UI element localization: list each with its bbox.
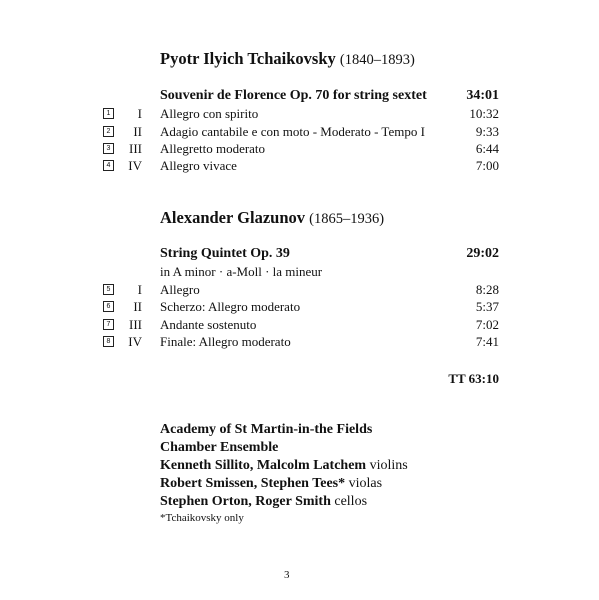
performer-line: [160, 493, 408, 511]
performer-role: cellos: [334, 494, 368, 509]
movement-duration: 7:02: [475, 317, 499, 332]
track-row: [0, 316, 599, 334]
movement-title: Finale: Allegro moderato: [160, 334, 291, 349]
track-number-box: 8: [103, 336, 114, 347]
work-key: in A minor · a-Moll · la mineur: [160, 264, 323, 279]
movement-number: I: [137, 282, 142, 297]
track-row: [0, 140, 599, 158]
track-number-box: 6: [103, 301, 114, 312]
composer-years: (1840–1893): [339, 52, 415, 68]
movement-number: I: [137, 106, 142, 121]
track-number-box: 1: [103, 108, 114, 119]
ensemble-name: Academy of St Martin-in-the Fields: [160, 422, 373, 437]
footnote: *Tchaikovsky only: [160, 512, 244, 524]
movement-title: Allegretto moderato: [160, 141, 266, 156]
work-title: String Quintet Op. 39: [160, 246, 290, 261]
track-row: [0, 123, 599, 141]
movement-number: II: [133, 124, 142, 139]
performer-names: Kenneth Sillito, Malcolm Latchem: [160, 458, 367, 473]
track-row: [0, 281, 599, 299]
track-row: [0, 333, 599, 351]
composer-heading: [160, 49, 415, 69]
track-number-box: 5: [103, 284, 114, 295]
total-time: TT 63:10: [448, 371, 499, 386]
composer-years: (1865–1936): [309, 211, 385, 227]
movement-title: Allegro vivace: [160, 158, 237, 173]
composer-name: Alexander Glazunov: [160, 208, 305, 227]
movement-number: II: [133, 299, 142, 314]
movement-duration: 10:32: [469, 106, 499, 121]
track-row: [0, 298, 599, 316]
performer-line: [160, 457, 408, 475]
movement-title: Allegro con spirito: [160, 106, 259, 121]
ensemble-name-line2: Chamber Ensemble: [160, 440, 279, 455]
composer-name: Pyotr Ilyich Tchaikovsky: [160, 49, 336, 68]
movement-title: Allegro: [160, 282, 200, 297]
performer-role: violins: [369, 458, 408, 473]
track-number-box: 2: [103, 126, 114, 137]
movement-number: III: [129, 141, 142, 156]
movement-duration: 7:00: [475, 158, 499, 173]
work-total-time: 34:01: [466, 88, 499, 103]
track-number-box: 7: [103, 319, 114, 330]
composer-heading: [160, 208, 384, 228]
movement-number: III: [129, 317, 142, 332]
track-row: [0, 157, 599, 175]
work-title: Souvenir de Florence Op. 70 for string sextet: [160, 88, 427, 103]
movement-duration: 7:41: [475, 334, 499, 349]
performers: [160, 421, 408, 511]
performer-role: violas: [348, 476, 383, 491]
performer-names: Robert Smissen, Stephen Tees*: [160, 476, 346, 491]
page-number: 3: [284, 569, 290, 581]
movement-duration: 9:33: [475, 124, 499, 139]
performer-line: [160, 475, 408, 493]
movement-number: IV: [128, 158, 142, 173]
movement-title: Scherzo: Allegro moderato: [160, 299, 301, 314]
track-number-box: 3: [103, 143, 114, 154]
movement-duration: 5:37: [475, 299, 499, 314]
movement-title: Adagio cantabile e con moto - Moderato - Tempo I: [160, 124, 425, 139]
movement-duration: 8:28: [475, 282, 499, 297]
movement-number: IV: [128, 334, 142, 349]
work-total-time: 29:02: [466, 246, 499, 261]
track-number-box: 4: [103, 160, 114, 171]
track-row: [0, 105, 599, 123]
movement-title: Andante sostenuto: [160, 317, 257, 332]
movement-duration: 6:44: [475, 141, 499, 156]
performer-names: Stephen Orton, Roger Smith: [160, 494, 331, 509]
